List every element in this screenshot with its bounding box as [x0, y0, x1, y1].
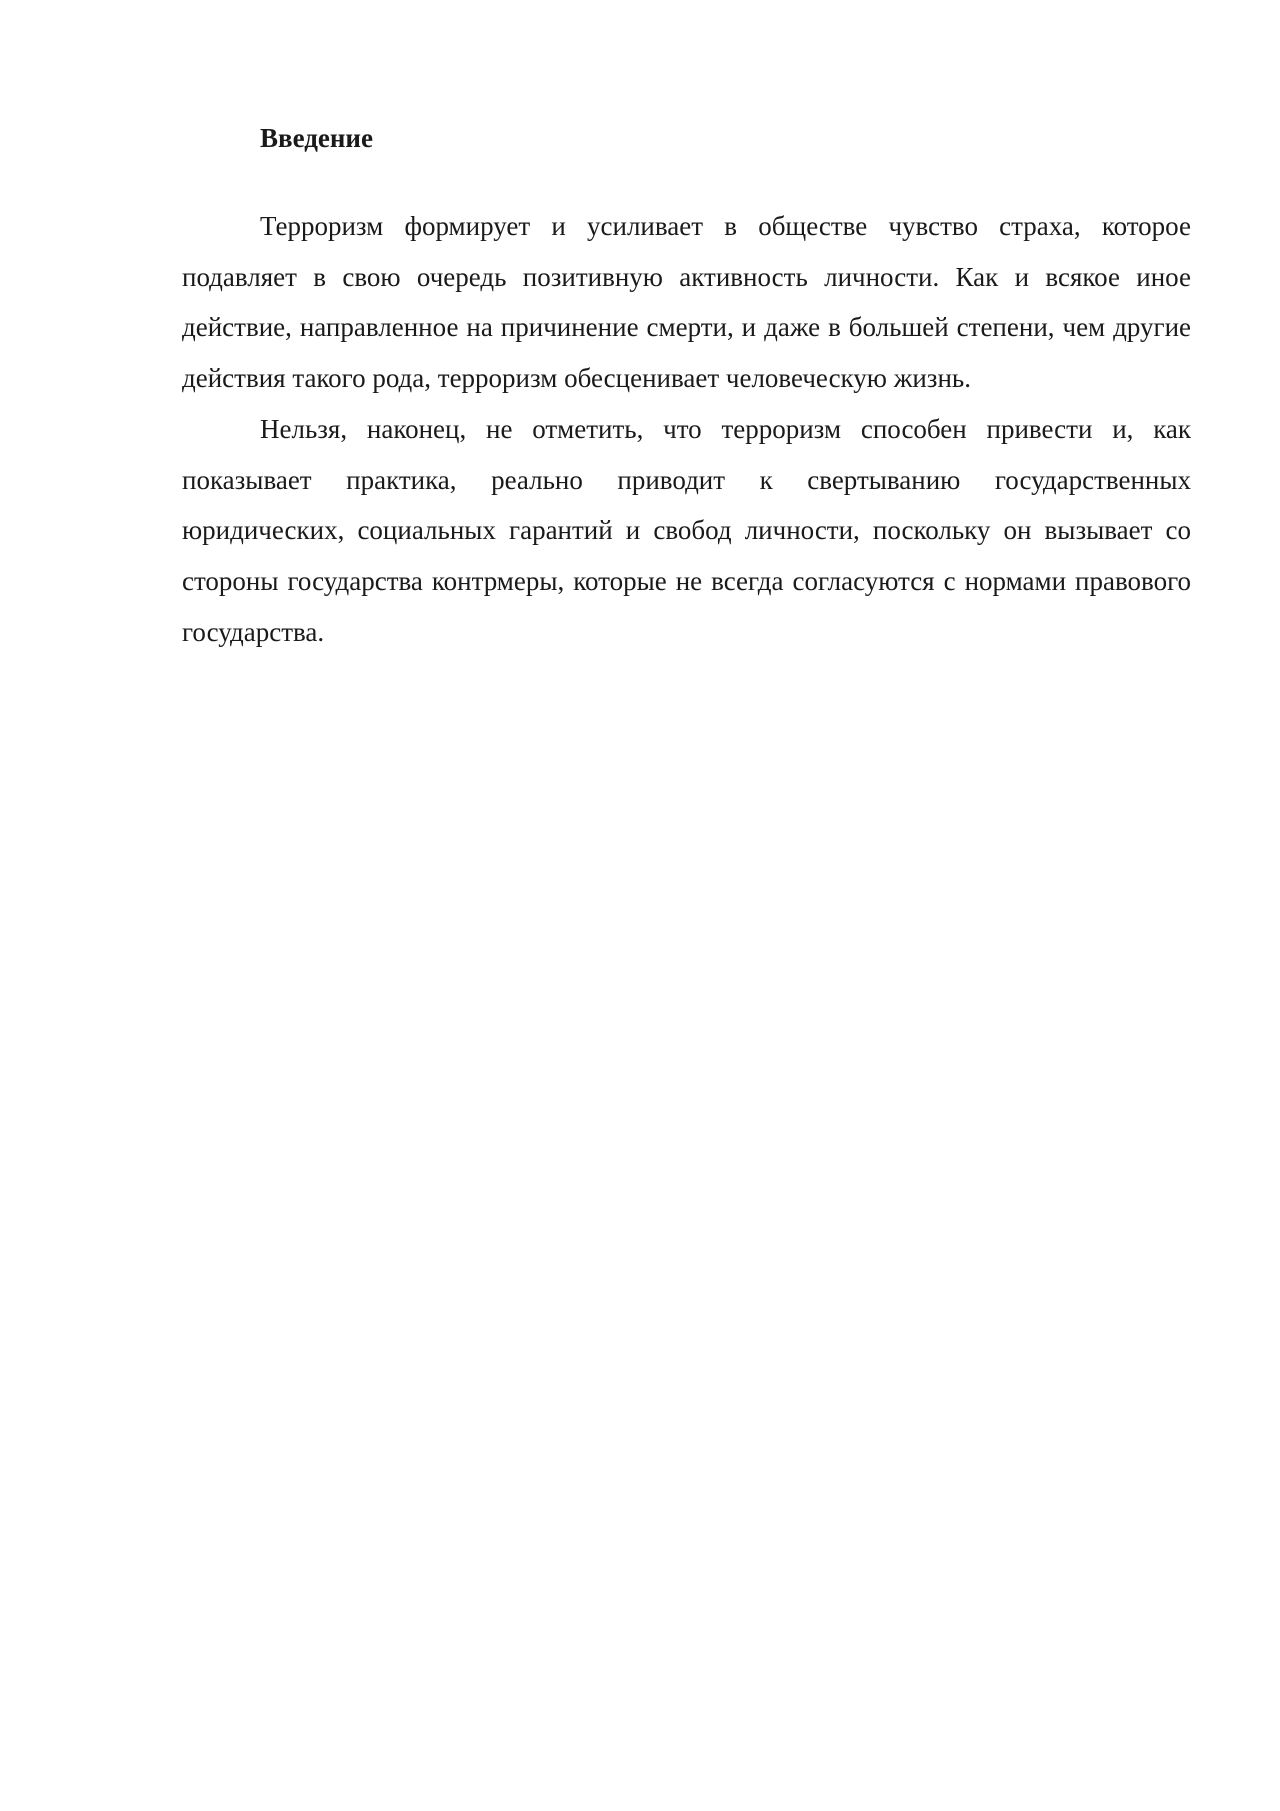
- paragraph-1: Терроризм формирует и усиливает в обществе чувство страха, которое подавляет в свою очередь позитивную активность личности. Как и всякое иное действие, направленное на причинение смерти, и даже в большей степени, чем другие действия такого рода, терроризм обесценивает человеческую жизнь.: [182, 211, 1191, 394]
- section-heading: Введение: [260, 123, 373, 153]
- paragraph-2: Нельзя, наконец, не отметить, что терроризм способен привести и, как показывает практика, реально приводит к свертыванию государственных юридических, социальных гарантий и свобод личности, поскольку он вызывает со стороны государства контрмеры, которые не всегда согласуются с нормами правового государства.: [182, 413, 1191, 647]
- document-body: [182, 201, 1191, 657]
